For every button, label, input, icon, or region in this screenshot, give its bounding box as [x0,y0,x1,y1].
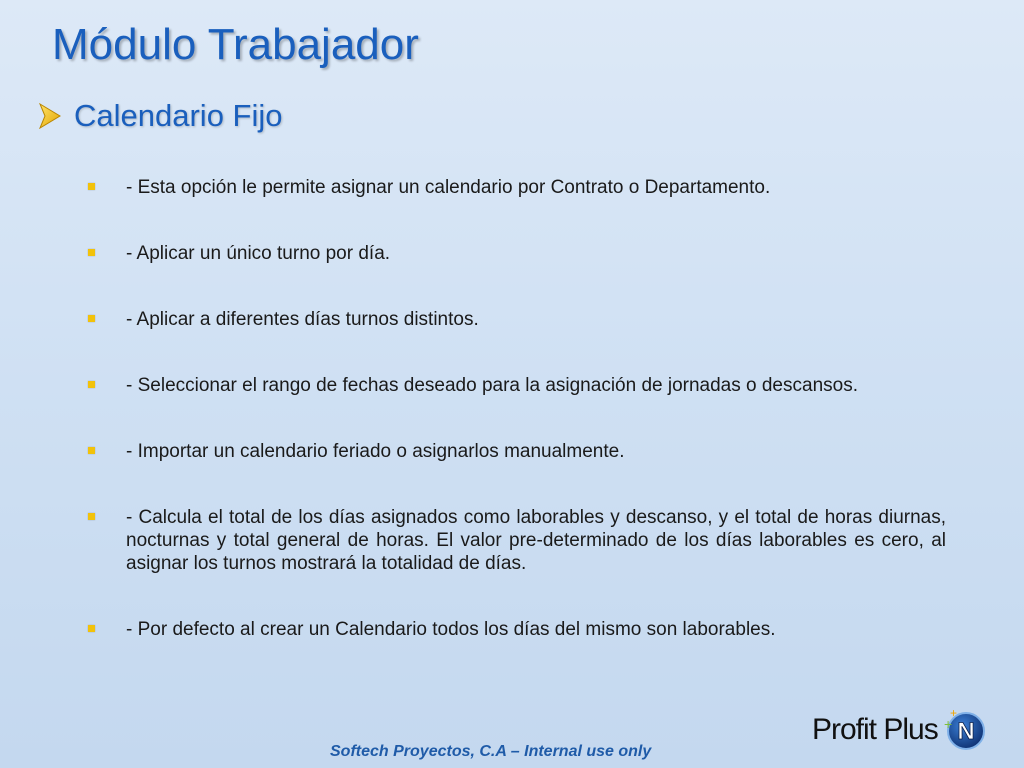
logo-text: Profit Plus [812,713,938,746]
list-item [88,176,946,199]
square-bullet-icon [88,381,95,388]
list-item [88,242,946,265]
square-bullet-icon [88,249,95,256]
footer-text: Softech Proyectos, C.A – Internal use only [330,743,652,760]
list-item [88,308,946,331]
list-item-text: - Calcula el total de los días asignados como laborables y descanso, y el total de horas diurnas, nocturnas y total general de horas. El valor pre-determinado de los días laborables es cero, al asignar los turnos mostrará la totalidad de días. [126,507,946,574]
square-bullet-icon [88,183,95,190]
list-item-text: - Importar un calendario feriado o asignarlos manualmente. [126,441,625,462]
list-item-text: - Aplicar a diferentes días turnos distintos. [126,309,479,330]
svg-text:+: + [944,716,953,732]
list-item-text: - Esta opción le permite asignar un calendario por Contrato o Departamento. [126,177,771,198]
list-item-text: - Aplicar un único turno por día. [126,243,391,264]
list-item [88,506,946,575]
square-bullet-icon [88,315,95,322]
profit-plus-logo [812,703,988,753]
slide-title: Módulo Trabajador [52,20,419,69]
list-item [88,440,946,463]
section-heading [38,98,283,134]
logo-badge-letter: N [957,718,975,745]
section-heading-label: Calendario Fijo [74,98,283,133]
list-item [88,374,946,397]
square-bullet-icon [88,625,95,632]
svg-text:+: + [950,707,958,720]
list-item-text: - Por defecto al crear un Calendario todos los días del mismo son laborables. [126,619,776,640]
n-badge-icon [942,707,988,751]
list-item-text: - Seleccionar el rango de fechas deseado para la asignación de jornadas o descansos. [126,375,858,396]
square-bullet-icon [88,513,95,520]
square-bullet-icon [88,447,95,454]
bullet-list [88,176,946,684]
arrow-right-icon [38,103,62,129]
list-item [88,618,946,641]
